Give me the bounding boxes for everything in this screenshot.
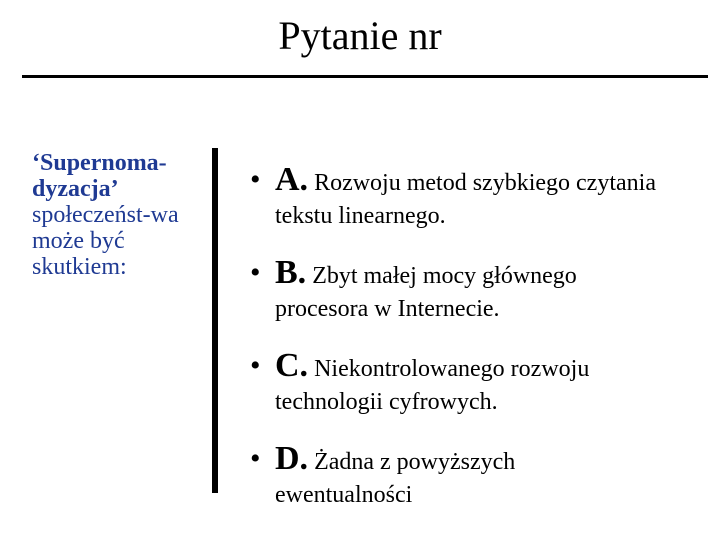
answer-letter: A. (275, 161, 309, 198)
answer-option-c[interactable] (250, 346, 720, 415)
answer-text: Zbyt małej mocy głównego (312, 263, 577, 289)
answer-option-b[interactable] (250, 253, 720, 322)
answer-option-d[interactable] (250, 439, 720, 508)
question-term: ‘Supernoma-dyzacja’ (32, 150, 167, 202)
answer-line (275, 160, 720, 203)
vertical-divider (212, 148, 218, 493)
answer-letter: D. (275, 440, 309, 477)
answer-line (275, 253, 720, 296)
bullet-icon: • (250, 349, 261, 382)
answer-text-continued: tekstu linearnego. (275, 203, 446, 229)
bullet-icon: • (250, 163, 261, 196)
slide-title: Pytanie nr (278, 13, 442, 58)
answer-letter: B. (275, 254, 307, 291)
question-block (32, 150, 207, 280)
question-text: społeczeńst-wa może być skutkiem: (32, 202, 179, 280)
bullet-icon: • (250, 256, 261, 289)
answer-text: Niekontrolowanego rozwoju (314, 356, 590, 382)
answer-list (250, 160, 720, 532)
answer-text: Rozwoju metod szybkiego czytania (314, 170, 656, 196)
answer-line (275, 346, 720, 389)
answer-option-a[interactable] (250, 160, 720, 229)
answer-text: Żadna z powyższych (314, 449, 516, 475)
answer-text-continued: ewentualności (275, 482, 413, 508)
answer-text-continued: procesora w Internecie. (275, 296, 500, 322)
answer-text-continued: technologii cyfrowych. (275, 389, 498, 415)
title-underline (22, 75, 708, 78)
bullet-icon: • (250, 442, 261, 475)
answer-letter: C. (275, 347, 309, 384)
answer-line (275, 439, 720, 482)
